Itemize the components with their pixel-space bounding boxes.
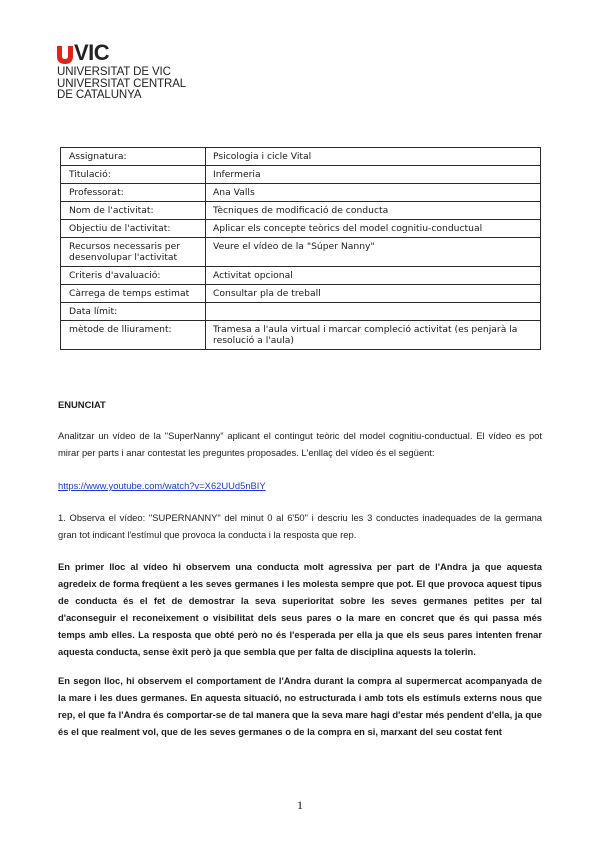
- row-label: Criteris d'avaluació:: [61, 267, 206, 285]
- table-row: [61, 303, 541, 321]
- row-value: Aplicar els concepte teòrics del model cognitiu-conductual: [206, 220, 541, 238]
- answer-paragraph-1: En primer lloc al vídeo hi observem una conducta molt agressiva per part de l'Andra ja que aquesta agredeix de forma freqüent a les seves germanes i les molesta sempre que pot. El que provoca aquest tipus de conducta és el fet de demostrar la seva superioritat sobre les seves germanes petites per tal d'aconseguir el reconeixement o visibilitat dels seus pares o la mare en concret que és qui passa més temps amb elles. La resposta que obté però no és l'esperada per ella ja que els seus pares intenten frenar aquesta conducta, sense èxit però ja que sembla que per falta de disciplina aquests la tolerin.: [58, 561, 542, 657]
- row-label: Objectiu de l'activitat:: [61, 220, 206, 238]
- row-value: Consultar pla de treball: [206, 285, 541, 303]
- video-link[interactable]: https://www.youtube.com/watch?v=X62UUd5nBIY: [58, 480, 266, 491]
- row-value: Infermeria: [206, 166, 541, 184]
- row-value: Veure el vídeo de la "Súper Nanny": [206, 238, 541, 267]
- row-label: Assignatura:: [61, 148, 206, 166]
- logo-line-2: UNIVERSITAT CENTRAL: [57, 77, 187, 90]
- table-row: [61, 220, 541, 238]
- logo-mark: [57, 40, 186, 64]
- row-value: Tècniques de modificació de conducta: [206, 202, 541, 220]
- u-shield-icon: [57, 46, 73, 64]
- uvic-logo: [57, 40, 186, 102]
- logo-line-3: DE CATALUNYA: [57, 89, 142, 101]
- section-heading: ENUNCIAT: [58, 399, 106, 410]
- question-paragraph: 1. Observa el vídeo: "SUPERNANNY" del minut 0 al 6'50" i descriu les 3 conductes inadequades de la germana gran tot indicant l'estímul que provoca la conducta i la resposta que rep.: [58, 512, 542, 540]
- row-value: Ana Valls: [206, 184, 541, 202]
- table-row: [61, 321, 541, 350]
- table-row: [61, 166, 541, 184]
- table-row: [61, 148, 541, 166]
- row-value: [206, 303, 541, 321]
- intro-paragraph: Analitzar un vídeo de la "SuperNanny" aplicant el contingut teòric del model cognitiu-conductual. El vídeo es pot mirar per parts i anar contestat les preguntes proposades. L'enllaç del vídeo és el següent:: [58, 430, 542, 458]
- logo-line-1: UNIVERSITAT DE VIC: [57, 66, 171, 78]
- row-value: Tramesa a l'aula virtual i marcar compleció activitat (es penjarà la resolució a l'aula): [206, 321, 541, 350]
- row-label: Professorat:: [61, 184, 206, 202]
- row-label: mètode de lliurament:: [61, 321, 206, 350]
- page-number: 1: [297, 798, 303, 812]
- row-value: Psicologia i cicle Vital: [206, 148, 541, 166]
- table-row: [61, 184, 541, 202]
- activity-info-table: [60, 147, 541, 350]
- row-label: Data límit:: [61, 303, 206, 321]
- row-label: Titulació:: [61, 166, 206, 184]
- table-row: [61, 238, 541, 267]
- logo-brand: VIC: [74, 40, 110, 65]
- row-label: Recursos necessaris per desenvolupar l'activitat: [61, 238, 206, 267]
- table-row: [61, 202, 541, 220]
- row-label: Càrrega de temps estimat: [61, 285, 206, 303]
- table-row: [61, 267, 541, 285]
- table-row: [61, 285, 541, 303]
- row-label: Nom de l'activitat:: [61, 202, 206, 220]
- answer-paragraph-2: En segon lloc, hi observem el comportament de l'Andra durant la compra al supermercat acompanyada de la mare i les dues germanes. En aquesta situació, no estructurada i amb tots els estímuls externs nous que rep, el que fa l'Andra és comportar-se de tal manera que la seva mare hagi d'estar més pendent d'ella, ja que és el que realment vol, que de les seves germanes o de la compra en si, marxant del seu costat fent: [58, 675, 542, 737]
- row-value: Activitat opcional: [206, 267, 541, 285]
